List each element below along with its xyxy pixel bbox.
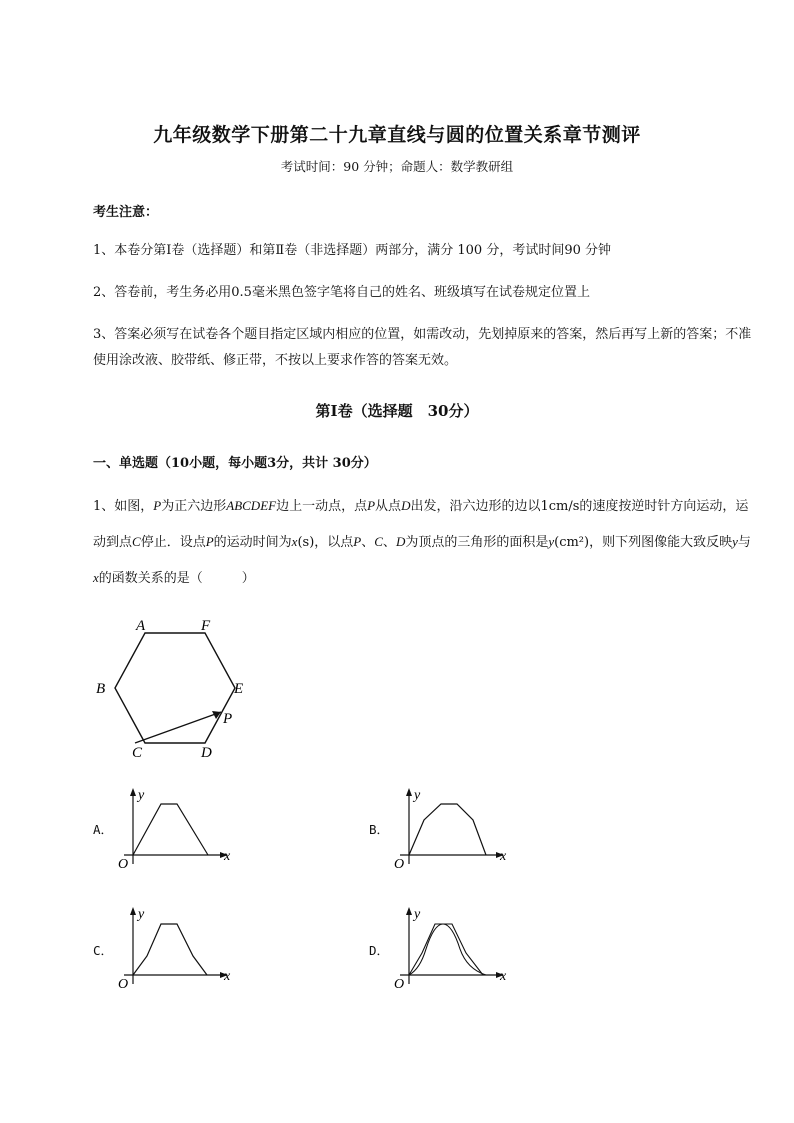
part-heading: 一、单选题（10小题，每小题3分，共计 30分） <box>93 456 377 471</box>
y-label: y <box>138 788 145 803</box>
origin-label: O <box>118 977 129 992</box>
option-c-label[interactable]: C． <box>93 943 114 958</box>
option-a-curve <box>133 804 208 855</box>
label-f: F <box>201 618 211 634</box>
label-a: A <box>136 618 146 634</box>
notice-item-3: 3、答案必须写在试卷各个题目指定区域内相应的位置，如需改动，先划掉原来的答案，然后再写上新的答案；不准使用涂改液、胶带纸、修正带，不按以上要求作答的答案无效。 <box>93 327 752 368</box>
option-b-label[interactable]: B． <box>369 822 390 837</box>
option-d-curve <box>409 924 486 975</box>
option-d-graph[interactable] <box>390 903 520 993</box>
exam-info: 考试时间：90 分钟；命题人：数学教研组 <box>280 159 514 174</box>
label-c: C <box>132 745 143 761</box>
option-a-graph[interactable] <box>114 784 244 874</box>
y-axis-arrow <box>130 907 136 915</box>
origin-label: O <box>394 857 405 872</box>
x-label: x <box>224 969 231 984</box>
y-axis-arrow <box>406 788 412 796</box>
notice-item-1: 1、本卷分第Ⅰ卷（选择题）和第Ⅱ卷（非选择题）两部分，满分 100 分，考试时间90 分钟 <box>93 243 611 258</box>
page-title: 九年级数学下册第二十九章直线与圆的位置关系章节测评 <box>153 124 641 146</box>
label-d: D <box>201 745 212 761</box>
option-a-label[interactable]: A． <box>93 822 114 837</box>
notice-item-2: 2、答卷前，考生务必用0.5毫米黑色签字笔将自己的姓名、班级填写在试卷规定位置上 <box>93 285 590 300</box>
option-c-curve <box>133 924 207 975</box>
question-1-stem: 1、如图，P为正六边形ABCDEF边上一动点，点P从点D出发，沿六边形的边以1cm/s的速度按逆时针方向运动，运动到点C停止．设点P的运动时间为x(s)，以点P、C、D为顶点的三角形的面积是y(cm²)，则下列图像能大致反映y与x的函数关系的是（ ） <box>93 498 751 586</box>
option-b-graph[interactable] <box>390 784 520 874</box>
hexagon-figure <box>90 612 260 762</box>
origin-label: O <box>118 857 129 872</box>
origin-label: O <box>394 977 405 992</box>
label-e: E <box>234 681 244 697</box>
section-title: 第Ⅰ卷（选择题 30分） <box>315 402 479 420</box>
x-label: x <box>500 849 507 864</box>
y-axis-arrow <box>130 788 136 796</box>
option-b-curve <box>409 804 486 855</box>
label-p: P <box>223 711 233 727</box>
y-label: y <box>414 907 421 922</box>
y-label: y <box>138 907 145 922</box>
x-label: x <box>500 969 507 984</box>
hexagon-shape <box>115 633 235 743</box>
label-b: B <box>96 681 106 697</box>
y-label: y <box>414 788 421 803</box>
x-label: x <box>224 849 231 864</box>
option-c-graph[interactable] <box>114 903 244 993</box>
option-d-label[interactable]: D． <box>369 943 390 958</box>
notice-heading: 考生注意： <box>93 205 159 220</box>
y-axis-arrow <box>406 907 412 915</box>
